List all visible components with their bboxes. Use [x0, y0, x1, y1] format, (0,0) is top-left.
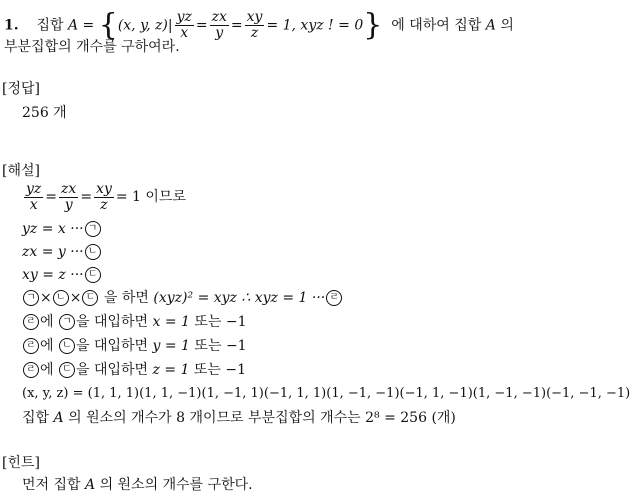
circled-mark-1: ㄱ: [85, 221, 101, 237]
problem-text-a: 집합: [36, 17, 64, 34]
set-name: A: [67, 17, 79, 34]
problem-line-2: 부분집합의 개수를 구하여라.: [4, 39, 180, 55]
problem-line-1: 1. 집합 A = {(x, y, z)| $\frac{yz}{x}$ = $\frac{zx}{y}$ = $\frac{xy}{z}$ = 1, xyz ! = 0} 에 대하여 집합 A 의: [4, 7, 514, 43]
right-brace: }: [363, 7, 383, 43]
solution-header: [해설]: [2, 163, 40, 179]
condition-tail: = 1, xyz ! = 0: [266, 17, 364, 34]
problem-text-c: 의: [500, 17, 514, 34]
intro-tail: = 1 이므로: [115, 189, 186, 205]
set-name-2: A: [485, 17, 496, 34]
problem-text-b: 에 대하여 집합: [391, 17, 482, 34]
tuple-list: (x, y, z) = (1, 1, 1)(1, 1, −1)(1, −1, 1)(−1, 1, 1)(1, −1, −1)(−1, 1, −1)(1, −1, −1)(−1, −1, −1): [22, 386, 631, 401]
sol-fraction-yz-x: $\frac{yz}{x}$: [26, 180, 42, 213]
hint-text: 먼저 집합 A 의 원소의 개수를 구한다.: [22, 477, 253, 493]
step-multiply: ㄱ × ㄴ × ㄷ 을 하면 (xyz)² = xyz ∴ xyz = 1 ··· ㄹ: [22, 289, 343, 307]
circled-mark-3: ㄷ: [85, 267, 101, 283]
conclusion: 집합 A 의 원소의 개수가 8 개이므로 부분집합의 개수는 2⁸ = 256 (개): [22, 410, 456, 426]
equation-3: xy = z ··· ㄷ: [22, 266, 102, 284]
left-brace: {: [98, 7, 118, 43]
eq-sign: =: [82, 17, 95, 34]
solution-intro: $\frac{yz}{x}$ = $\frac{zx}{y}$ = $\frac{xy}{z}$ = 1 이므로: [26, 180, 186, 213]
hint-header: [힌트]: [2, 455, 40, 471]
answer-value: 256 개: [22, 105, 67, 121]
equation-1: yz = x ··· ㄱ: [22, 220, 102, 238]
circled-mark-4: ㄹ: [326, 290, 342, 306]
set-element: (x, y, z)|: [117, 17, 173, 34]
substitution-2: ㄹ 에 ㄴ 을 대입하면 y = 1 또는 −1: [22, 337, 247, 355]
fraction-xy-z: $\frac{xy}{z}$: [246, 9, 263, 41]
substitution-1: ㄹ 에 ㄱ 을 대입하면 x = 1 또는 −1: [22, 313, 247, 331]
sol-fraction-xy-z: $\frac{xy}{z}$: [96, 180, 112, 213]
substitution-3: ㄹ 에 ㄷ 을 대입하면 z = 1 또는 −1: [22, 361, 246, 379]
fraction-zx-y: $\frac{zx}{y}$: [211, 9, 227, 41]
answer-header: [정답]: [2, 81, 40, 97]
fraction-yz-x: $\frac{yz}{x}$: [176, 9, 192, 41]
problem-number: 1.: [4, 17, 19, 34]
sol-fraction-zx-y: $\frac{zx}{y}$: [61, 180, 77, 213]
circled-mark-2: ㄴ: [85, 244, 101, 260]
equation-2: zx = y ··· ㄴ: [22, 243, 102, 261]
